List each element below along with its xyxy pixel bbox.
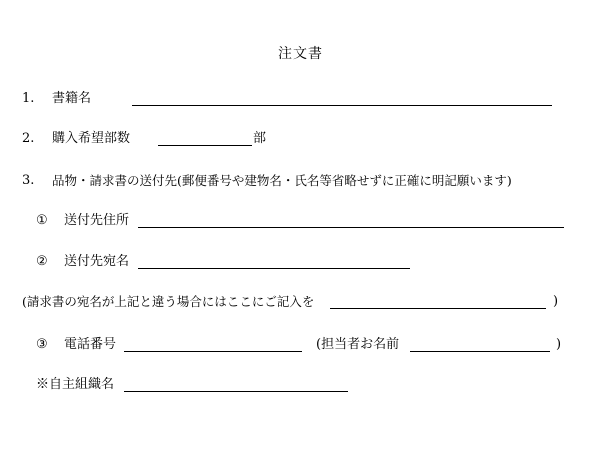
organization-label: ※自主組織名	[36, 377, 115, 392]
quantity-unit: 部	[253, 131, 267, 146]
item-3-number: 3.	[22, 173, 35, 188]
recipient-field[interactable]	[138, 268, 410, 269]
book-title-label: 書籍名	[52, 91, 92, 106]
contact-label: (担当者お名前	[316, 337, 400, 352]
recipient-marker: ②	[36, 254, 48, 269]
book-title-field[interactable]	[132, 105, 552, 106]
phone-marker: ③	[36, 337, 48, 352]
item-2-number: 2.	[22, 131, 35, 146]
address-marker: ①	[36, 213, 48, 228]
page-title: 注文書	[278, 46, 323, 62]
contact-close: )	[556, 337, 562, 352]
quantity-field[interactable]	[158, 145, 252, 146]
quantity-label: 購入希望部数	[52, 131, 131, 146]
address-field[interactable]	[138, 227, 564, 228]
invoice-addressee-field[interactable]	[330, 308, 546, 309]
recipient-label: 送付先宛名	[64, 254, 130, 269]
organization-field[interactable]	[124, 391, 348, 392]
phone-label: 電話番号	[64, 337, 117, 352]
shipping-instructions: 品物・請求書の送付先(郵便番号や建物名・氏名等省略せずに正確に明記願います)	[52, 173, 512, 188]
item-1-number: 1.	[22, 91, 35, 106]
contact-name-field[interactable]	[410, 351, 550, 352]
phone-field[interactable]	[124, 351, 302, 352]
invoice-note-label: (請求書の宛名が上記と違う場合にはここにご記入を	[22, 294, 315, 309]
invoice-note-close: )	[553, 294, 559, 309]
address-label: 送付先住所	[64, 213, 130, 228]
